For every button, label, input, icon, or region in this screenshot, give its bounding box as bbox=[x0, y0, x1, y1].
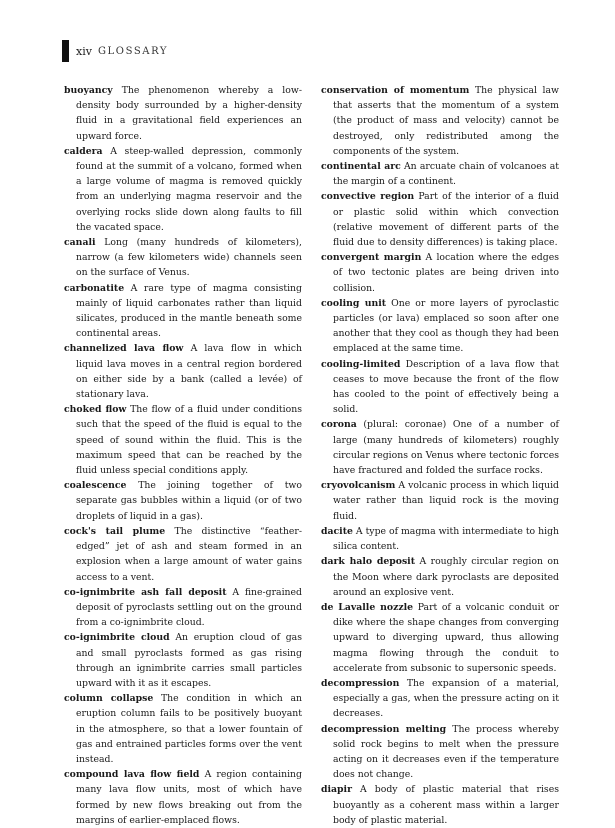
entry-term: co-ignimbrite ash fall deposit bbox=[64, 586, 227, 598]
glossary-entry bbox=[64, 144, 302, 235]
entry-definition: The phenomenon whereby a low-density body surrounded by a higher-density fluid in a gravitational field experiences an upward force. bbox=[76, 85, 302, 142]
entry-definition: The condition in which an eruption column fails to be positively buoyant in the atmosphere, so that a lower fountain of gas and entrained particles forms over the vent instead. bbox=[76, 693, 302, 765]
glossary-entry bbox=[321, 357, 559, 418]
glossary-entry bbox=[321, 722, 559, 783]
glossary-entry bbox=[64, 281, 302, 342]
glossary-entry bbox=[321, 417, 559, 478]
glossary-entry bbox=[321, 478, 559, 524]
glossary-entry bbox=[321, 600, 559, 676]
glossary-entry bbox=[64, 585, 302, 631]
entry-definition: A region containing many lava flow units, most of which have formed by new flows breaking out from the margins of earlier-emplaced flows. bbox=[76, 769, 302, 826]
page-header bbox=[62, 40, 168, 62]
entry-term: decompression bbox=[321, 677, 400, 689]
glossary-entry bbox=[64, 524, 302, 585]
glossary-entry bbox=[64, 341, 302, 402]
glossary-entry bbox=[321, 189, 559, 250]
entry-definition: Description of a lava flow that ceases to move because the front of the flow has cooled to the point of effectively being a solid. bbox=[333, 358, 559, 416]
entry-term: convective region bbox=[321, 191, 415, 203]
glossary-entry bbox=[64, 767, 302, 828]
entry-definition: One or more layers of pyroclastic particles (or lava) emplaced so soon after one another that they cool as though they had been emplaced at the same time. bbox=[333, 297, 559, 355]
entry-definition: The joining together of two separate gas bubbles within a liquid (or of two droplets of liquid in a gas). bbox=[76, 480, 302, 522]
entry-definition: The distinctive “feather-edged” jet of ash and steam formed in an explosion when a large amount of water gains access to a vent. bbox=[76, 525, 302, 583]
glossary-entry bbox=[64, 83, 302, 144]
entry-definition: A rare type of magma consisting mainly of liquid carbonates rather than liquid silicates, produced in the mantle beneath some continental areas. bbox=[76, 282, 302, 340]
entry-term: convergent margin bbox=[321, 252, 422, 264]
entry-definition: A location where the edges of two tectonic plates are being driven into collision. bbox=[333, 252, 559, 294]
entry-term: dark halo deposit bbox=[321, 556, 416, 568]
running-title: GLOSSARY bbox=[97, 45, 169, 57]
entry-definition: A fine-grained deposit of pyroclasts settling out on the ground from a co-ignimbrite cloud. bbox=[76, 586, 302, 629]
glossary-entry bbox=[64, 691, 302, 767]
glossary-column-left bbox=[64, 83, 302, 828]
entry-definition: A roughly circular region on the Moon where dark pyroclasts are deposited around an explosive vent. bbox=[333, 556, 559, 598]
entry-term: channelized lava flow bbox=[64, 343, 184, 355]
entry-term: column collapse bbox=[64, 693, 154, 705]
entry-definition: The process whereby solid rock begins to melt when the pressure acting on it decreases even if the temperature does not change. bbox=[333, 723, 559, 781]
page-number: xiv bbox=[76, 44, 92, 58]
entry-term: carbonatite bbox=[64, 282, 125, 294]
entry-term: decompression melting bbox=[321, 723, 447, 735]
glossary-column-right bbox=[321, 83, 559, 828]
entry-term: cooling-limited bbox=[321, 358, 401, 370]
glossary-entry bbox=[321, 676, 559, 722]
entry-term: buoyancy bbox=[64, 85, 113, 96]
entry-definition: A lava flow in which liquid lava moves in a central region bordered on either side by a bank (called a levée) of stationary lava. bbox=[76, 343, 302, 401]
glossary-entry bbox=[64, 235, 302, 281]
entry-definition: (plural: coronae) One of a number of large (many hundreds of kilometers) roughly circular regions on Venus where tectonic forces have fractured and folded the surface rocks. bbox=[333, 419, 559, 477]
entry-definition: A steep-walled depression, commonly found at the summit of a volcano, formed when a large volume of magma is removed quickly from an underlying magma reservoir and the overlying rocks slide down along faults to fill the vacated space. bbox=[76, 145, 302, 233]
glossary-entry bbox=[64, 630, 302, 691]
entry-term: coalescence bbox=[64, 480, 127, 492]
entry-term: corona bbox=[321, 419, 357, 431]
glossary-entry bbox=[321, 554, 559, 600]
entry-definition: An eruption cloud of gas and small pyroclasts formed as gas rising through an ignimbrite carries small particles upward with it as it escapes. bbox=[76, 632, 302, 689]
entry-term: caldera bbox=[64, 145, 103, 157]
entry-definition: The physical law that asserts that the momentum of a system (the product of mass and velocity) cannot be destroyed, only redistributed among the components of the system. bbox=[333, 85, 560, 157]
glossary-entry bbox=[321, 250, 559, 296]
entry-term: cryovolcanism bbox=[321, 480, 396, 492]
entry-definition: A volcanic process in which liquid water rather than liquid rock is the moving fluid. bbox=[333, 480, 559, 522]
glossary-entry bbox=[321, 296, 559, 357]
entry-term: conservation of momentum bbox=[321, 85, 470, 96]
entry-definition: A type of magma with intermediate to high silica content. bbox=[333, 525, 560, 553]
entry-definition: An arcuate chain of volcanoes at the margin of a continent. bbox=[333, 161, 559, 188]
entry-term: continental arc bbox=[321, 161, 401, 173]
entry-term: cock's tail plume bbox=[64, 525, 166, 537]
entry-term: dacite bbox=[321, 525, 353, 537]
entry-definition: Long (many hundreds of kilometers), narrow (a few kilometers wide) channels seen on the surface of Venus. bbox=[76, 237, 302, 279]
entry-term: diapir bbox=[321, 784, 352, 796]
glossary-entry bbox=[321, 524, 559, 554]
glossary-entry bbox=[64, 478, 302, 524]
header-bar bbox=[62, 40, 69, 62]
entry-term: canali bbox=[64, 237, 96, 249]
entry-definition: The flow of a fluid under conditions such that the speed of the fluid is equal to the speed of sound within the fluid. This is the maximum speed that can be reached by the fluid unless special conditions apply. bbox=[76, 404, 302, 477]
entry-definition: Part of the interior of a fluid or plastic solid within which convection (relative movement of different parts of the fluid due to density differences) is taking place. bbox=[333, 191, 559, 249]
entry-term: cooling unit bbox=[321, 297, 387, 309]
glossary-entry bbox=[321, 159, 559, 189]
glossary-entry bbox=[321, 83, 559, 159]
entry-definition: Part of a volcanic conduit or dike where the shape changes from converging upward to diverging upward, thus allowing magma flowing through the conduit to accelerate from subsonic to supersonic speeds. bbox=[333, 601, 559, 674]
glossary-entry bbox=[64, 402, 302, 478]
entry-term: co-ignimbrite cloud bbox=[64, 632, 170, 644]
entry-term: compound lava flow field bbox=[64, 769, 200, 781]
entry-definition: The expansion of a material, especially a gas, when the pressure acting on it decreases. bbox=[333, 677, 559, 720]
entry-term: choked flow bbox=[64, 404, 127, 416]
entry-definition: A body of plastic material that rises buoyantly as a coherent mass within a larger body of plastic material. bbox=[333, 784, 559, 826]
glossary-entry bbox=[321, 782, 559, 828]
entry-term: de Lavalle nozzle bbox=[321, 601, 414, 613]
